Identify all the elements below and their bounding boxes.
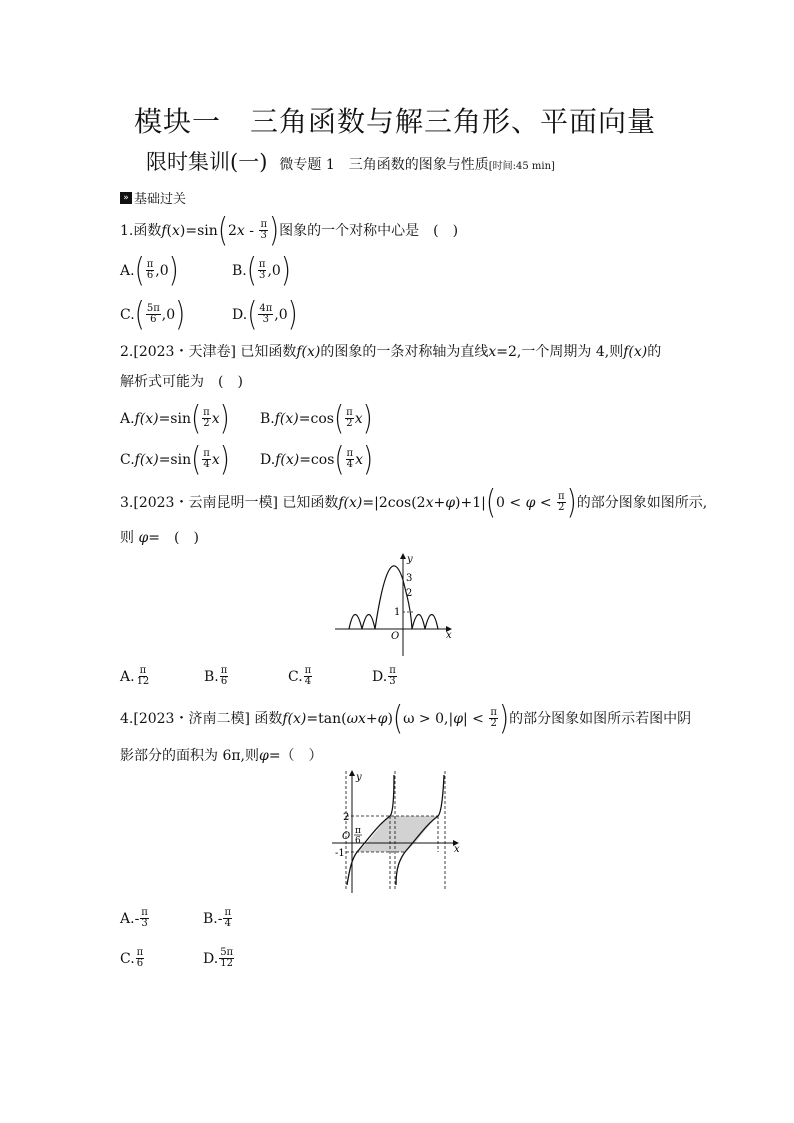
- paren-right: ): [269, 211, 280, 250]
- y-label: y: [356, 772, 362, 783]
- question-1: 1.函数 f ( x ) =sin ( 2 x - $\frac{\pi}{3}$ ) 图象的一个对称中心是 ( ): [120, 211, 459, 250]
- page-title: 模块一 三角函数与解三角形、平面向量: [134, 105, 657, 138]
- q4-option-a[interactable]: A. - $\frac{\pi}{3}$: [120, 907, 148, 929]
- q1-suffix: 图象的一个对称中心是 ( ): [279, 222, 459, 239]
- question-3: 3.[2023・云南昆明一模] 已知函数 f(x) =|2cos(2 x + φ )+1| ( 0 < φ < $\frac{\pi}{2}$ ) 的部分图象如图所示,: [120, 483, 708, 522]
- q1-x: x: [172, 222, 180, 239]
- subtitle-topic: 微专题 1 三角函数的图象与性质: [279, 157, 489, 173]
- q3-curve: [349, 566, 438, 629]
- q1-option-c[interactable]: C. ( $\frac{5\pi}{6}$ ,0 ): [120, 295, 186, 334]
- origin-label: O: [391, 631, 400, 642]
- q2-line2: 解析式可能为 ( ): [120, 374, 243, 390]
- q4-option-b[interactable]: B. - $\frac{\pi}{4}$: [203, 907, 232, 929]
- pi-over-6-num: π: [355, 826, 361, 836]
- subtitle-main: 限时集训(一): [146, 150, 268, 174]
- tick-3: 3: [406, 573, 413, 584]
- q4-shaded-area: [357, 816, 438, 852]
- y-label: y: [407, 554, 413, 565]
- pi-over-6-den: 6: [355, 836, 361, 846]
- q1-option-d[interactable]: D. ( $\frac{4\pi}{3}$ ,0 ): [232, 295, 298, 334]
- q3-option-a[interactable]: A. $\frac{\pi}{12}$: [120, 665, 150, 687]
- tick-1: 1: [394, 607, 401, 618]
- q1-f: f: [161, 222, 167, 239]
- q4-option-d[interactable]: D. $\frac{5\pi}{12}$: [203, 947, 234, 969]
- page-subtitle: [146, 146, 555, 176]
- q1-option-a[interactable]: A. ( $\frac{\pi}{6}$ ,0 ): [120, 251, 179, 290]
- arrow-icon: »: [120, 192, 132, 204]
- x-label: x: [454, 844, 460, 855]
- q2-option-c[interactable]: C. f(x) =sin ( $\frac{\pi}{4}$ x ): [120, 440, 230, 479]
- q1-eq: =sin: [185, 222, 218, 239]
- tick-minus-1: -1: [335, 848, 345, 859]
- section-basic: [120, 188, 186, 207]
- q4-option-c[interactable]: C. $\frac{\pi}{6}$: [120, 947, 144, 969]
- q2-option-a[interactable]: A. f(x) =sin ( $\frac{\pi}{2}$ x ): [120, 399, 230, 438]
- q2-option-b[interactable]: B. f(x) =cos ( $\frac{\pi}{2}$ x ): [260, 399, 373, 438]
- q3-option-d[interactable]: D. $\frac{\pi}{3}$: [372, 665, 396, 687]
- tick-2: 2: [406, 588, 413, 599]
- origin-label: O: [342, 831, 351, 842]
- x-label: x: [446, 630, 452, 641]
- q3-line2: 则 φ= ( ): [120, 530, 199, 546]
- section-label: 基础过关: [134, 192, 187, 207]
- q2-option-d[interactable]: D. f(x) =cos ( $\frac{\pi}{4}$ x ): [260, 440, 374, 479]
- q1-arg-a: 2: [227, 222, 237, 239]
- q1-prefix: 1.函数: [120, 222, 162, 239]
- paren-left: (: [217, 211, 228, 250]
- q1-option-b[interactable]: B. ( $\frac{\pi}{3}$ ,0 ): [232, 251, 291, 290]
- question-2: 2.[2023・天津卷] 已知函数f(x)的图象的一条对称轴为直线x=2,一个周期为 4,则f(x)的: [120, 344, 662, 360]
- q4-line2: 影部分的面积为 6π,则φ=（ ）: [120, 748, 323, 764]
- q3-graph: [335, 550, 460, 658]
- q1-frac: $\frac{\pi}{3}$: [260, 219, 268, 241]
- question-4: 4.[2023・济南二模] 函数 f(x) =tan( ωx + φ ) ( ω > 0,| φ | < $\frac{\pi}{2}$ ) 的部分图象如图所示若图中阴: [120, 699, 692, 738]
- q1-arg-minus: -: [249, 222, 254, 239]
- q4-graph: [330, 767, 465, 897]
- q1-arg-x: x: [236, 222, 245, 239]
- q3-option-c[interactable]: C. $\frac{\pi}{4}$: [288, 665, 312, 687]
- time-limit: [时间:45 min]: [488, 161, 555, 172]
- q3-option-b[interactable]: B. $\frac{\pi}{6}$: [204, 665, 228, 687]
- tick-2: 2: [343, 812, 350, 823]
